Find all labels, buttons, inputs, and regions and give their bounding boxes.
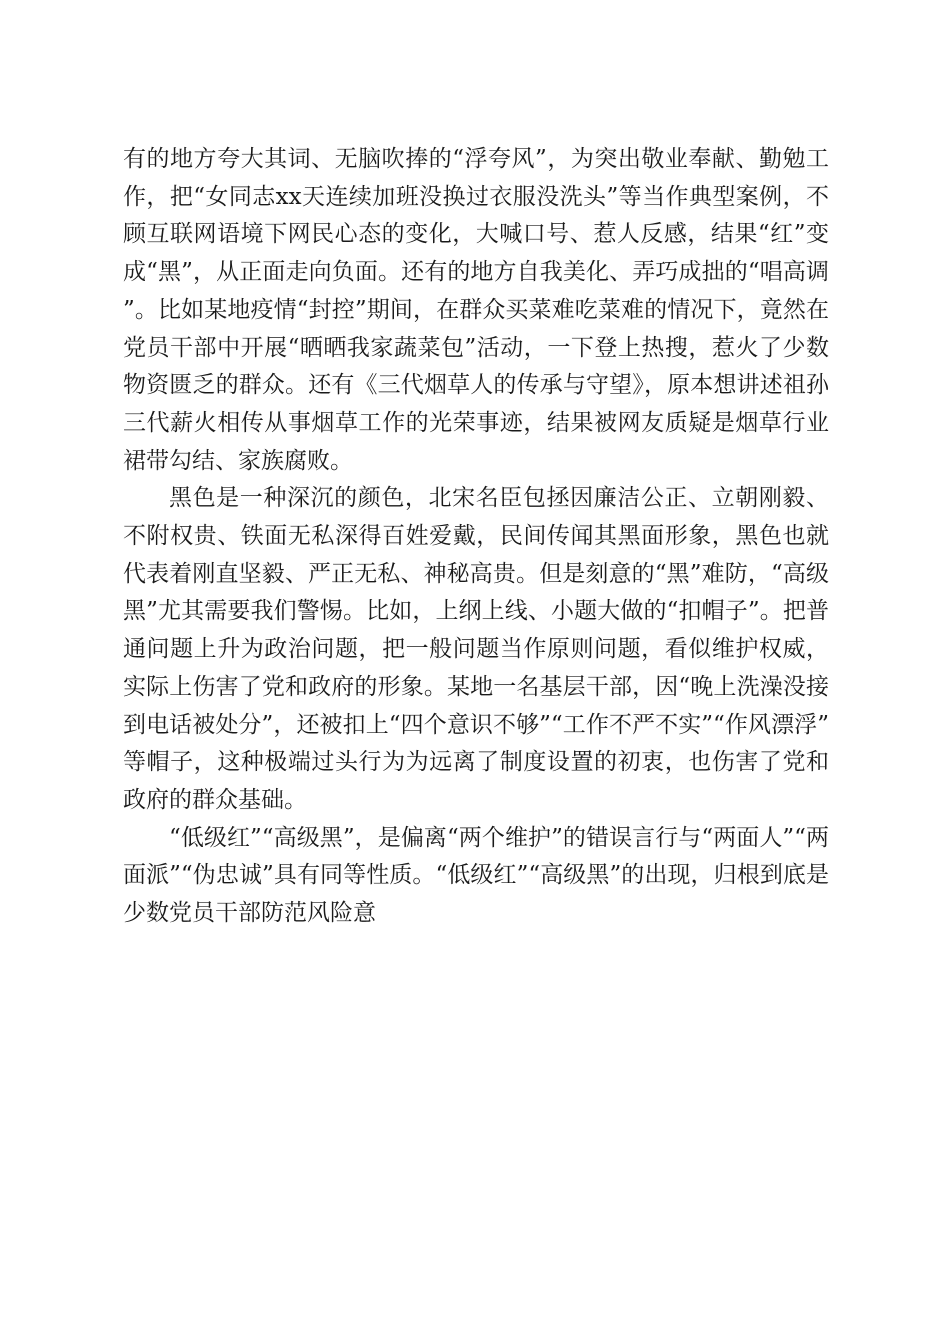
paragraph-1: 有的地方夸大其词、无脑吹捧的“浮夸风”，为突出敬业奉献、勤勉工作，把“女同志xx天连续加班没换过衣服没洗头”等当作典型案例，不顾互联网语境下网民心态的变化，大喊口号、惹人反感，结果“红”变成“黑”，从正面走向负面。还有的地方自我美化、弄巧成拙的“唱高调”。比如某地疫情“封控”期间，在群众买菜难吃菜难的情况下，竟然在党员干部中开展“晒晒我家蔬菜包”活动，一下登上热搜，惹火了少数物资匮乏的群众。还有《三代烟草人的传承与守望》，原本想讲述祖孙三代薪火相传从事烟草工作的光荣事迹，结果被网友质疑是烟草行业裙带勾结、家族腐败。 <box>123 146 829 474</box>
paragraph-2: 黑色是一种深沉的颜色，北宋名臣包拯因廉洁公正、立朝刚毅、不附权贵、铁面无私深得百姓爱戴，民间传闻其黑面形象，黑色也就代表着刚直坚毅、严正无私、神秘高贵。但是刻意的“黑”难防，“高级黑”尤其需要我们警惕。比如，上纲上线、小题大做的“扣帽子”。把普通问题上升为政治问题，把一般问题当作原则问题，看似维护权威，实际上伤害了党和政府的形象。某地一名基层干部，因“晚上洗澡没接到电话被处分”，还被扣上“四个意识不够”“工作不严不实”“作风漂浮”等帽子，这种极端过头行为为远离了制度设置的初衷，也伤害了党和政府的群众基础。 <box>123 485 829 813</box>
body-text <box>123 141 829 933</box>
paragraph-3: “低级红”“高级黑”，是偏离“两个维护”的错误言行与“两面人”“两面派”“伪忠诚”具有同等性质。“低级红”“高级黑”的出现，归根到底是少数党员干部防范风险意 <box>123 824 829 927</box>
